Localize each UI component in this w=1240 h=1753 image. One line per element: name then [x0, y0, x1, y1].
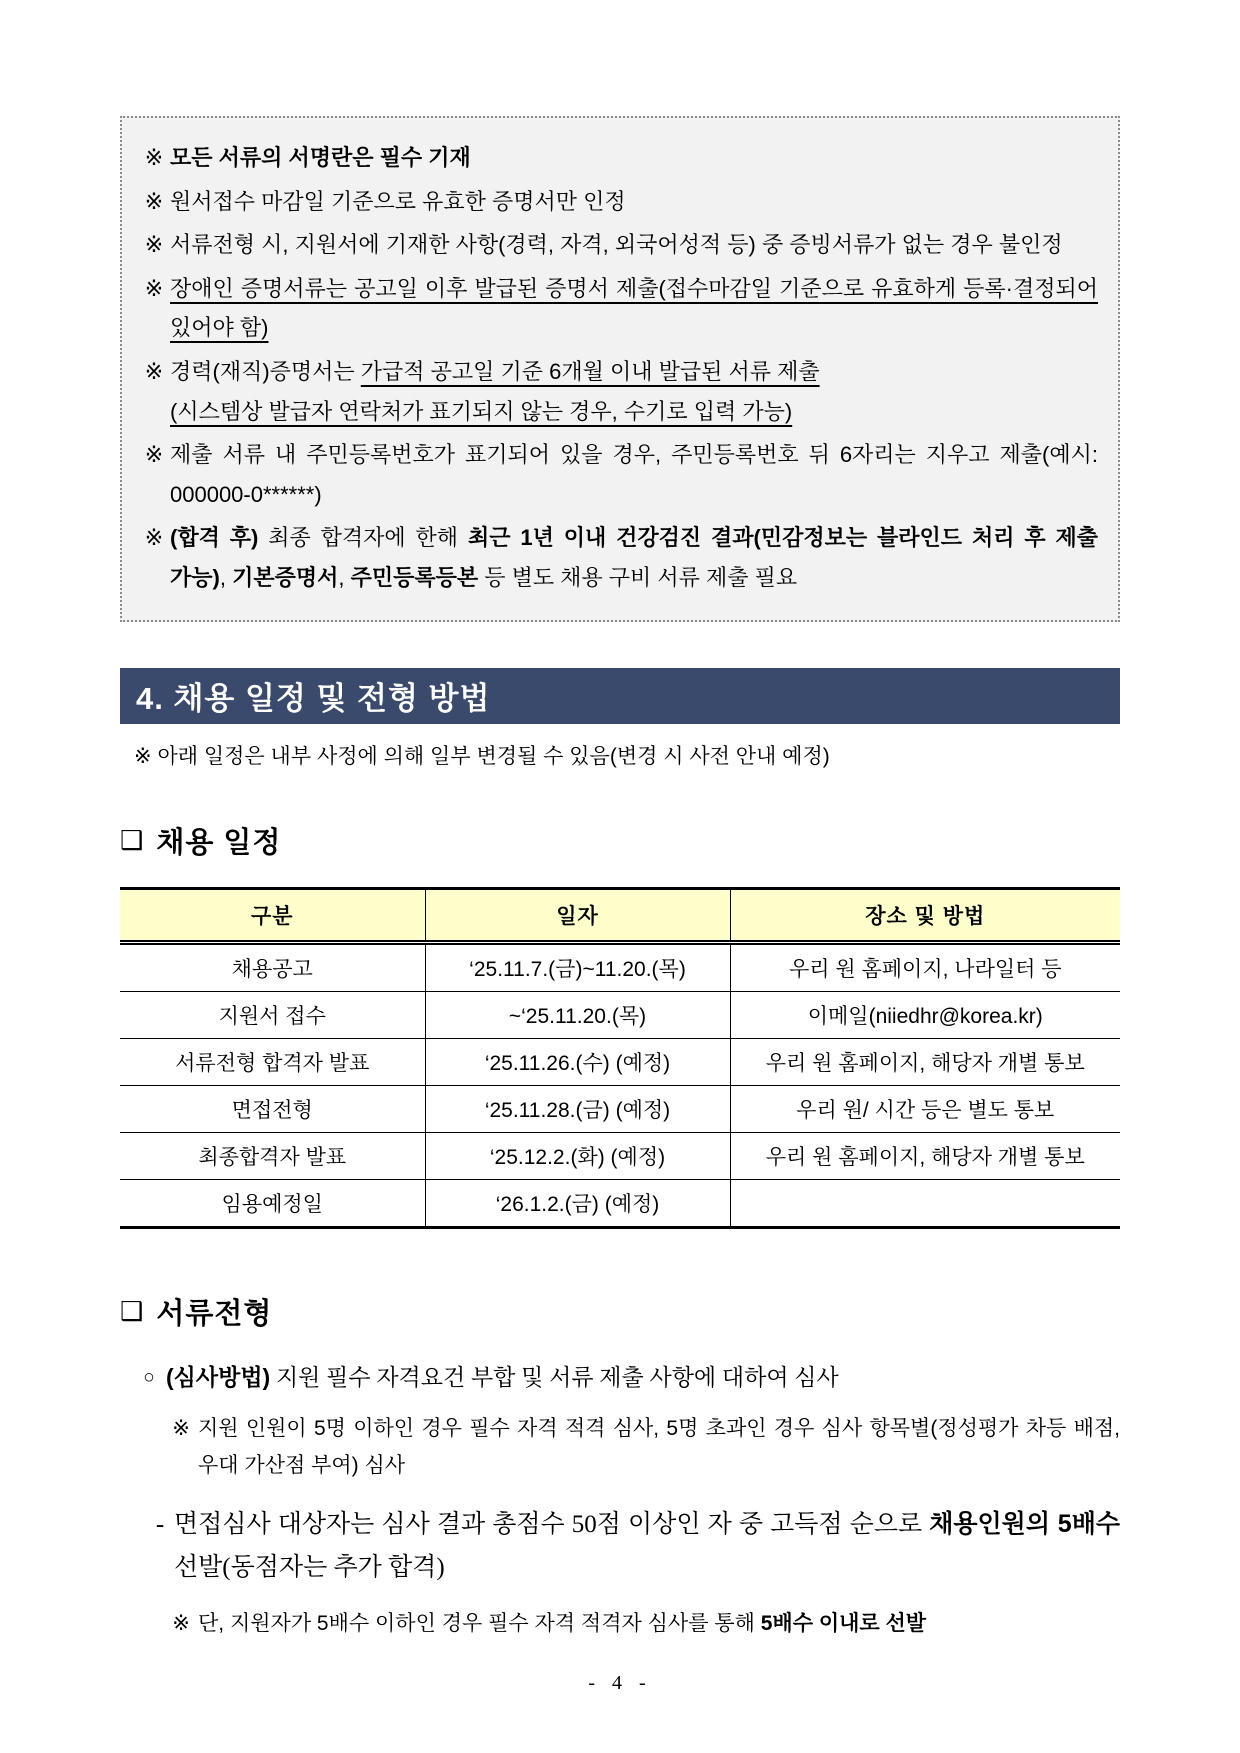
- table-cell: 우리 원 홈페이지, 나라일터 등: [730, 942, 1120, 991]
- notice-item: [138, 225, 1098, 265]
- screening-text: [166, 1360, 1120, 1396]
- table-cell: 서류전형 합격자 발표: [120, 1038, 425, 1085]
- table-row: [120, 991, 1120, 1038]
- reference-mark: ※: [144, 145, 164, 170]
- reference-mark: ※: [144, 358, 164, 384]
- schedule-table: [120, 887, 1120, 1229]
- notice-item: [138, 138, 1098, 178]
- table-row: [120, 942, 1120, 991]
- column-header: 구분: [120, 888, 425, 942]
- screening-text: [174, 1503, 1120, 1591]
- notice-text: [170, 182, 1098, 222]
- table-cell: 우리 원/ 시간 등은 별도 통보: [730, 1085, 1120, 1132]
- text-segment: 모든 서류의 서명란은 필수 기재: [170, 145, 471, 170]
- screening-text: [198, 1606, 1120, 1643]
- text-segment: 면접심사 대상자는 심사 결과 총점수 50점 이상인 자 중 고득점 순으로: [174, 1510, 930, 1538]
- table-header-row: [120, 888, 1120, 942]
- section-title: 4. 채용 일정 및 전형 방법: [136, 681, 491, 717]
- table-cell: 이메일(niiedhr@korea.kr): [730, 991, 1120, 1038]
- table-cell: 면접전형: [120, 1085, 425, 1132]
- text-segment: 지원 필수 자격요건 부합 및 서류 제출 사항에 대하여 심사: [270, 1364, 839, 1390]
- schedule-heading: [120, 820, 1120, 861]
- notice-text: [170, 435, 1098, 514]
- text-segment: ,: [219, 564, 233, 590]
- table-cell: 최종합격자 발표: [120, 1132, 425, 1179]
- table-cell: 우리 원 홈페이지, 해당자 개별 통보: [730, 1038, 1120, 1085]
- screening-heading-label: 서류전형: [156, 1297, 273, 1330]
- schedule-heading-label: 채용 일정: [156, 826, 282, 859]
- notice-item: [138, 435, 1098, 514]
- text-segment: 서류전형 시, 지원서에 기재한 사항(경력, 자격, 외국어성적 등) 중 증빙서류가 없는 경우 불인정: [170, 232, 1063, 258]
- screening-subitem: [164, 1411, 1120, 1485]
- table-cell: ‘25.11.28.(금) (예정): [425, 1085, 730, 1132]
- reference-mark: ※: [172, 1417, 190, 1441]
- table-cell: ‘25.12.2.(화) (예정): [425, 1132, 730, 1179]
- table-cell: 우리 원 홈페이지, 해당자 개별 통보: [730, 1132, 1120, 1179]
- table-cell: 임용예정일: [120, 1179, 425, 1227]
- text-segment: 가급적 공고일 기준 6개월 이내 발급된 서류 제출: [360, 358, 820, 384]
- reference-mark: ※: [144, 232, 164, 258]
- table-row: [120, 1038, 1120, 1085]
- circle-bullet-icon: ○: [143, 1366, 155, 1388]
- screening-text: [198, 1411, 1120, 1485]
- text-segment: 지원 인원이 5명 이하인 경우 필수 자격 적격 심사, 5명 초과인 경우 심사 항목별(정성평가 차등 배점, 우대 가산점 부여) 심사: [198, 1417, 1120, 1477]
- notice-item: [138, 518, 1098, 597]
- screening-item: [146, 1503, 1120, 1591]
- notice-text: [170, 138, 1098, 178]
- text-segment: 5배수 이내로 선발: [760, 1612, 927, 1636]
- screening-heading: [120, 1291, 1120, 1332]
- text-segment: 제출 서류 내 주민등록번호가 표기되어 있을 경우, 주민등록번호 뒤 6자리는 지우고 제출(예시: 000000-0******): [170, 442, 1098, 507]
- text-segment: (민감정보는 블라인드 처리 후 제출 가능): [170, 525, 1098, 590]
- notice-item: [138, 352, 1098, 431]
- table-cell: ‘25.11.7.(금)~11.20.(목): [425, 942, 730, 991]
- table-row: [120, 1179, 1120, 1227]
- notice-box: [120, 116, 1120, 622]
- table-row: [120, 1132, 1120, 1179]
- text-segment: 채용인원의 5배수: [929, 1509, 1120, 1538]
- table-cell: ‘25.11.26.(수) (예정): [425, 1038, 730, 1085]
- schedule-note: [120, 740, 1120, 770]
- text-segment: (심사방법): [166, 1363, 271, 1390]
- text-segment: (합격 후): [170, 525, 259, 551]
- text-segment: 주민등록등본: [350, 564, 479, 590]
- schedule-note-text: 아래 일정은 내부 사정에 의해 일부 변경될 수 있음(변경 시 사전 안내 예정): [157, 744, 830, 768]
- text-segment: 단, 지원자가 5배수 이하인 경우 필수 자격 적격자 심사를 통해: [198, 1612, 761, 1636]
- text-segment: 선발(동점자는 추가 합격): [174, 1554, 445, 1582]
- table-cell: [730, 1179, 1120, 1227]
- square-bullet-icon: ❑: [120, 824, 145, 855]
- text-segment: 장애인 증명서류는 공고일 이후 발급된 증명서 제출(접수마감일 기준으로 유효하게 등록·결정되어 있어야 함): [170, 275, 1098, 341]
- text-segment: 원서접수 마감일 기준으로 유효한 증명서만 인정: [170, 188, 626, 214]
- dash-bullet-icon: -: [155, 1510, 165, 1538]
- notice-item: [138, 182, 1098, 222]
- page-number: - 4 -: [588, 1672, 652, 1694]
- table-cell: 지원서 접수: [120, 991, 425, 1038]
- table-cell: 채용공고: [231, 957, 313, 981]
- notice-item: [138, 269, 1098, 348]
- text-segment: 최근 1년 이내 건강검진 결과: [467, 525, 754, 551]
- notice-text: [170, 225, 1098, 265]
- reference-mark: ※: [144, 442, 164, 468]
- table-row: [120, 1085, 1120, 1132]
- reference-mark: ※: [144, 275, 164, 301]
- text-segment: 기본증명서: [232, 564, 339, 590]
- screening-item: [132, 1360, 1120, 1396]
- column-header: 장소 및 방법: [730, 888, 1120, 942]
- text-segment: 최종 합격자에 한해: [258, 525, 468, 551]
- section-header-band: [120, 668, 1120, 724]
- text-segment: ,: [338, 564, 351, 590]
- table-cell: ‘26.1.2.(금) (예정): [425, 1179, 730, 1227]
- schedule-table-head: [120, 888, 1120, 942]
- notice-text: [170, 269, 1098, 348]
- reference-mark: ※: [134, 744, 152, 768]
- text-segment: 경력(재직)증명서는: [170, 358, 361, 384]
- square-bullet-icon: ❑: [120, 1295, 145, 1326]
- reference-mark: ※: [144, 188, 164, 214]
- table-cell: ~‘25.11.20.(목): [425, 991, 730, 1038]
- text-segment: 등 별도 채용 구비 서류 제출 필요: [478, 564, 798, 590]
- schedule-table-body: [120, 942, 1120, 1227]
- page-content: [120, 0, 1120, 1643]
- column-header: 일자: [425, 888, 730, 942]
- notice-text: [170, 352, 1098, 431]
- reference-mark: ※: [172, 1612, 190, 1636]
- reference-mark: ※: [144, 525, 164, 551]
- screening-subitem: [164, 1606, 1120, 1643]
- text-segment: (시스템상 발급자 연락처가 표기되지 않는 경우, 수기로 입력 가능): [170, 398, 793, 424]
- notice-text: [170, 518, 1098, 597]
